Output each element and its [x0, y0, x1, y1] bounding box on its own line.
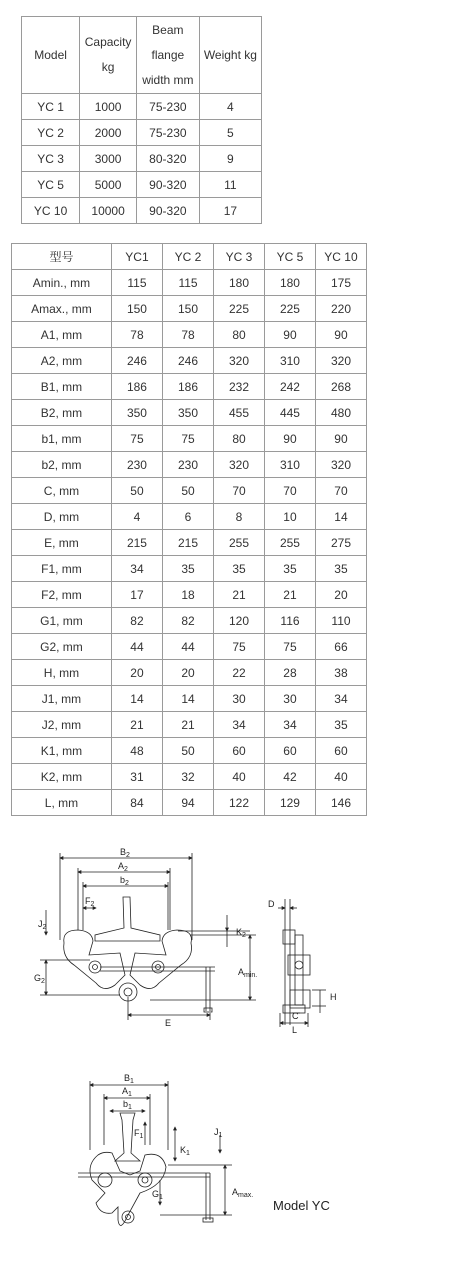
table-cell: 21 [111, 712, 162, 738]
table-cell: 2000 [80, 120, 137, 146]
table-cell: 75 [163, 426, 214, 452]
table-cell: 21 [264, 582, 315, 608]
table-row [12, 790, 367, 816]
table-row [12, 400, 367, 426]
header-yc1: YC1 [111, 244, 162, 270]
table-cell: 175 [315, 270, 366, 296]
table-cell: 310 [264, 348, 315, 374]
table-cell: 6 [163, 504, 214, 530]
table-cell: 14 [315, 504, 366, 530]
table-cell: 44 [163, 634, 214, 660]
label-e-dim: E [165, 1018, 172, 1028]
front-view-labels [34, 847, 257, 1028]
table-cell: 225 [264, 296, 315, 322]
table-cell: 20 [315, 582, 366, 608]
table-cell: 60 [315, 738, 366, 764]
table-cell: 255 [264, 530, 315, 556]
table-cell: 90 [315, 426, 366, 452]
header-yc5: YC 5 [264, 244, 315, 270]
table-cell: 75 [214, 634, 265, 660]
table-row [22, 94, 262, 120]
table-cell: 10 [264, 504, 315, 530]
table-row [12, 296, 367, 322]
table-row [12, 634, 367, 660]
label-amax-dim: $A_{max.}$ [232, 1187, 254, 1199]
table-cell: 14 [111, 686, 162, 712]
table-cell: 78 [163, 322, 214, 348]
table-row [12, 426, 367, 452]
table-cell: 8 [214, 504, 265, 530]
table-row [12, 582, 367, 608]
model-caption: Model YC [273, 1198, 330, 1213]
table-cell: 34 [315, 686, 366, 712]
label-f1-dim: $F_1$ [134, 1128, 144, 1140]
table-cell: 275 [315, 530, 366, 556]
header-beam-flange-width [136, 17, 199, 94]
label-k2-dim: $K_2$ [236, 927, 246, 939]
label-k1-dim: $K_1$ [180, 1145, 190, 1157]
row-label-cell: A1, mm [12, 322, 112, 348]
table-row [12, 478, 367, 504]
table-cell: 320 [315, 452, 366, 478]
table-cell: 320 [214, 452, 265, 478]
table-row [12, 608, 367, 634]
table-cell: 1000 [80, 94, 137, 120]
table-cell: 50 [163, 738, 214, 764]
table-cell: 10000 [80, 198, 137, 224]
table-cell: 90-320 [136, 172, 199, 198]
table-cell: 225 [214, 296, 265, 322]
header-yc2: YC 2 [163, 244, 214, 270]
table-cell: 18 [163, 582, 214, 608]
row-label-cell: b2, mm [12, 452, 112, 478]
table-cell: 80 [214, 426, 265, 452]
table-cell: 84 [111, 790, 162, 816]
table-cell: 90-320 [136, 198, 199, 224]
table-cell: 215 [111, 530, 162, 556]
label-a1-dim: $A_1$ [122, 1086, 132, 1098]
row-label-cell: J2, mm [12, 712, 112, 738]
dimensions-table [11, 243, 367, 816]
table-cell: 32 [163, 764, 214, 790]
table-cell: 50 [163, 478, 214, 504]
row-label-cell: J1, mm [12, 686, 112, 712]
row-label-cell: Amax., mm [12, 296, 112, 322]
table-cell: 350 [111, 400, 162, 426]
table-cell: 35 [163, 556, 214, 582]
table-cell: 186 [163, 374, 214, 400]
table-cell: 40 [315, 764, 366, 790]
table-row [12, 452, 367, 478]
label-a2-dim: $A_2$ [118, 861, 128, 873]
table-cell: 246 [111, 348, 162, 374]
label-b2-dim: $B_2$ [120, 847, 130, 859]
table-cell: 268 [315, 374, 366, 400]
table-cell: 34 [214, 712, 265, 738]
table-cell: YC 10 [22, 198, 80, 224]
table-cell: 60 [264, 738, 315, 764]
row-label-cell: F2, mm [12, 582, 112, 608]
label-l-dim: L [292, 1025, 298, 1035]
header-model: Model [22, 17, 80, 94]
header-capacity-text: Capacity kg [84, 35, 132, 74]
bottom-view-labels [122, 1073, 253, 1201]
table-row [22, 120, 262, 146]
table-cell: 4 [111, 504, 162, 530]
label-g2-dim: $G_2$ [34, 973, 45, 985]
table-cell: 48 [111, 738, 162, 764]
label-h-dim: H [330, 992, 337, 1002]
table-row [12, 348, 367, 374]
table-cell: 90 [264, 322, 315, 348]
row-label-cell: G1, mm [12, 608, 112, 634]
table-cell: 14 [163, 686, 214, 712]
label-f2-dim: $F_2$ [85, 896, 95, 908]
table-cell: 9 [199, 146, 261, 172]
table-cell: 38 [315, 660, 366, 686]
table-cell: 70 [214, 478, 265, 504]
row-label-cell: H, mm [12, 660, 112, 686]
table-cell: 3000 [80, 146, 137, 172]
table-cell: 75-230 [136, 94, 199, 120]
table-cell: 242 [264, 374, 315, 400]
table-row [12, 660, 367, 686]
table-cell: 60 [214, 738, 265, 764]
table-cell: 230 [163, 452, 214, 478]
label-j1-dim: $J_1$ [214, 1127, 223, 1139]
table-cell: 66 [315, 634, 366, 660]
row-label-cell: K2, mm [12, 764, 112, 790]
table-cell: 230 [111, 452, 162, 478]
table-cell: 34 [264, 712, 315, 738]
label-b2-small-dim: $b_2$ [120, 875, 129, 887]
table-cell: 180 [264, 270, 315, 296]
row-label-cell: D, mm [12, 504, 112, 530]
table-cell: 180 [214, 270, 265, 296]
table-row [12, 270, 367, 296]
row-label-cell: B1, mm [12, 374, 112, 400]
table-cell: 82 [111, 608, 162, 634]
row-label-cell: K1, mm [12, 738, 112, 764]
table-cell: 42 [264, 764, 315, 790]
label-g1-dim: $G_1$ [152, 1189, 163, 1201]
table-row [12, 738, 367, 764]
table-cell: 78 [111, 322, 162, 348]
header-type: 型号 [12, 244, 112, 270]
row-label-cell: b1, mm [12, 426, 112, 452]
table-cell: 122 [214, 790, 265, 816]
table-row [12, 504, 367, 530]
table-cell: 310 [264, 452, 315, 478]
table-cell: YC 1 [22, 94, 80, 120]
table-cell: 35 [315, 712, 366, 738]
table-cell: 31 [111, 764, 162, 790]
front-view-drawing [40, 853, 256, 1020]
beam-clamp-drawings [0, 835, 468, 1265]
table-cell: 150 [163, 296, 214, 322]
table-cell: 320 [315, 348, 366, 374]
table-cell: 116 [264, 608, 315, 634]
table-cell: 20 [163, 660, 214, 686]
table-cell: 115 [111, 270, 162, 296]
table-cell: 110 [315, 608, 366, 634]
header-capacity [80, 17, 137, 94]
label-amin-dim: $A_{min.}$ [238, 967, 258, 979]
table-row [22, 172, 262, 198]
table-cell: 146 [315, 790, 366, 816]
table-cell: 80 [214, 322, 265, 348]
table-cell: 90 [264, 426, 315, 452]
table-cell: 44 [111, 634, 162, 660]
table-row [22, 198, 262, 224]
label-j2-dim: $J_2$ [38, 919, 47, 931]
table-cell: 30 [214, 686, 265, 712]
table-cell: 232 [214, 374, 265, 400]
row-label-cell: F1, mm [12, 556, 112, 582]
table-cell: 30 [264, 686, 315, 712]
table-cell: 320 [214, 348, 265, 374]
table-cell: 17 [111, 582, 162, 608]
table-cell: 90 [315, 322, 366, 348]
header-yc10: YC 10 [315, 244, 366, 270]
table-cell: 255 [214, 530, 265, 556]
table-cell: 455 [214, 400, 265, 426]
bottom-view-drawing [78, 1081, 232, 1225]
table-cell: 21 [163, 712, 214, 738]
table-cell: 20 [111, 660, 162, 686]
label-b1-small-dim: $b_1$ [123, 1099, 132, 1111]
label-d-dim: D [268, 899, 275, 909]
table-cell: YC 5 [22, 172, 80, 198]
row-label-cell: E, mm [12, 530, 112, 556]
table-cell: 34 [111, 556, 162, 582]
side-view-drawing [278, 899, 326, 1027]
table-cell: 70 [264, 478, 315, 504]
table-row [12, 322, 367, 348]
table-cell: 21 [214, 582, 265, 608]
header-weight: Weight kg [199, 17, 261, 94]
table-cell: 70 [315, 478, 366, 504]
table-row [12, 712, 367, 738]
table-row [22, 146, 262, 172]
table-row [12, 764, 367, 790]
table-cell: YC 3 [22, 146, 80, 172]
header-beam-flange-text: Beam flange width mm [142, 22, 194, 87]
row-label-cell: B2, mm [12, 400, 112, 426]
row-label-cell: Amin., mm [12, 270, 112, 296]
header-yc3: YC 3 [214, 244, 265, 270]
table-cell: 75 [111, 426, 162, 452]
table-cell: 120 [214, 608, 265, 634]
table-cell: 40 [214, 764, 265, 790]
table-cell: 4 [199, 94, 261, 120]
table-cell: 75-230 [136, 120, 199, 146]
table-cell: 80-320 [136, 146, 199, 172]
table-cell: 94 [163, 790, 214, 816]
table-cell: 35 [315, 556, 366, 582]
table-cell: 215 [163, 530, 214, 556]
table-cell: 246 [163, 348, 214, 374]
table-cell: 28 [264, 660, 315, 686]
table-cell: 186 [111, 374, 162, 400]
table-cell: 480 [315, 400, 366, 426]
row-label-cell: G2, mm [12, 634, 112, 660]
table-cell: YC 2 [22, 120, 80, 146]
table-cell: 75 [264, 634, 315, 660]
table-cell: 150 [111, 296, 162, 322]
row-label-cell: A2, mm [12, 348, 112, 374]
table-cell: 17 [199, 198, 261, 224]
table-cell: 5000 [80, 172, 137, 198]
row-label-cell: C, mm [12, 478, 112, 504]
row-label-cell: L, mm [12, 790, 112, 816]
table-cell: 11 [199, 172, 261, 198]
table-row [12, 530, 367, 556]
table-cell: 5 [199, 120, 261, 146]
table-cell: 445 [264, 400, 315, 426]
table-cell: 82 [163, 608, 214, 634]
table-cell: 129 [264, 790, 315, 816]
table-cell: 50 [111, 478, 162, 504]
table-cell: 115 [163, 270, 214, 296]
table-cell: 22 [214, 660, 265, 686]
table-cell: 35 [214, 556, 265, 582]
table-row [12, 686, 367, 712]
table-cell: 35 [264, 556, 315, 582]
table-header-row [22, 17, 262, 94]
label-b1-dim: $B_1$ [124, 1073, 134, 1085]
model-capacity-table [21, 16, 262, 224]
table-row [12, 374, 367, 400]
table-header-row [12, 244, 367, 270]
table-row [12, 556, 367, 582]
table-cell: 350 [163, 400, 214, 426]
table-cell: 220 [315, 296, 366, 322]
label-c-dim: C [292, 1011, 299, 1021]
